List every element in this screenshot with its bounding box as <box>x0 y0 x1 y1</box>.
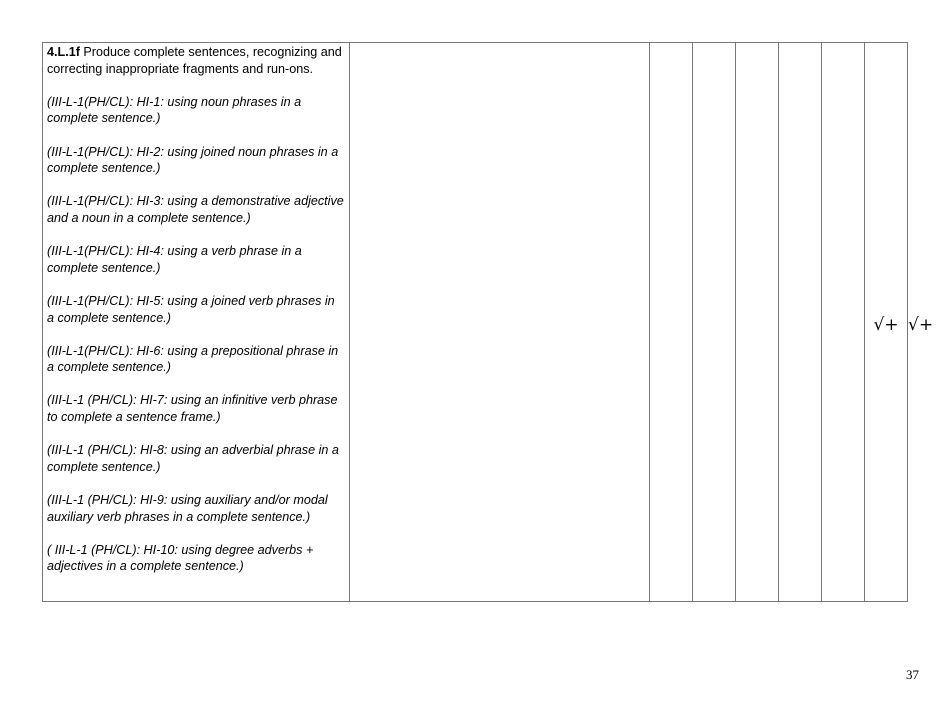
mark-cell-5 <box>822 43 865 602</box>
mark-cell-4 <box>779 43 822 602</box>
standard-cell <box>43 43 350 602</box>
indicator-hi-7: (III-L-1 (PH/CL): HI-7: using an infinitive verb phrase to complete a sentence frame.) <box>47 393 338 425</box>
indicator-hi-8: (III-L-1 (PH/CL): HI-8: using an adverbial phrase in a complete sentence.) <box>47 443 339 474</box>
indicator-hi-6: (III-L-1(PH/CL): HI-6: using a prepositional phrase in a complete sentence.) <box>47 343 339 375</box>
indicator-hi-3: (III-L-1(PH/CL): HI-3: using a demonstrative adjective and a noun in a complete sentence.) <box>47 194 344 225</box>
mark-cell-2 <box>693 43 736 602</box>
indicator-hi-4: (III-L-1(PH/CL): HI-4: using a verb phrase in a complete sentence.) <box>47 244 302 275</box>
mark-cell-1 <box>650 43 693 602</box>
mark-cell-3 <box>736 43 779 602</box>
indicator-hi-9: (III-L-1 (PH/CL): HI-9: using auxiliary and/or modal auxiliary verb phrases in a complete sentence.) <box>47 493 328 524</box>
standard-text: Produce complete sentences, recognizing and correcting inappropriate fragments and run-ons. <box>47 45 342 76</box>
indicator-hi-2: (III-L-1(PH/CL): HI-2: using joined noun phrases in a complete sentence.) <box>47 144 339 176</box>
page-number: 37 <box>906 667 919 682</box>
standards-table <box>42 42 934 602</box>
check-plus-mark-1: √+ <box>865 43 908 602</box>
indicator-hi-1: (III-L-1(PH/CL): HI-1: using noun phrases in a complete sentence.) <box>47 94 302 126</box>
indicator-hi-5: (III-L-1(PH/CL): HI-5: using a joined verb phrases in a complete sentence.) <box>47 293 335 325</box>
table-row: 4.L.1f Produce complete sentences, recognizing and correcting inappropriate fragments and run-ons. (III-L-1(PH/CL): HI-1: using noun phrases in a complete sentence.) (III-L-1(PH/CL): HI-2: using joined noun phrases in a complete sentence.) (III-L-1(PH/CL): HI-3: using a demonstrative adjective and a noun in a complete sentence.) (III-L-1(PH/CL): HI-4: using a verb phrase in a complete sentence.) (III-L-1(PH/CL): HI-5: using a joined verb phrases in a complete sentence.) (III-L-1(PH/CL): HI-6: using a prepositional phrase in a complete sentence.) (III-L-1 (PH/CL): HI-7: using an infinitive verb phrase to complete a sentence frame.) (III-L-1 (PH/CL): HI-8: using an adverbial phrase in a complete sentence.) (III-L-1 (PH/CL): HI-9: using auxiliary and/or modal auxiliary verb phrases in a complete sentence.) ( III-L-1 (PH/CL): HI-10: using degree adverbs + adjectives in a complete sentence.) √+ √+ <box>43 43 908 602</box>
standard-description <box>47 44 345 77</box>
notes-cell <box>350 43 650 602</box>
indicator-hi-10: ( III-L-1 (PH/CL): HI-10: using degree adverbs + adjectives in a complete sentence.) <box>47 542 314 574</box>
standard-code: 4.L.1f <box>47 45 80 59</box>
